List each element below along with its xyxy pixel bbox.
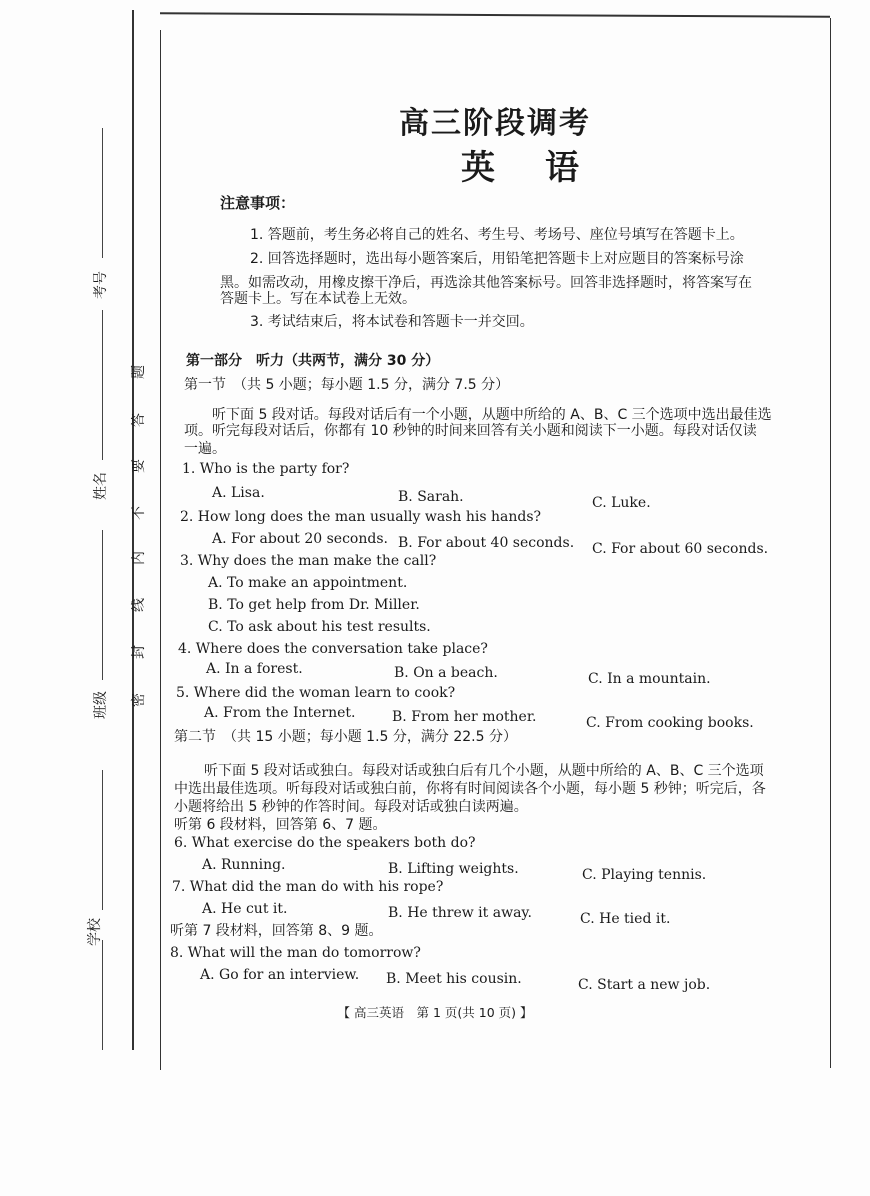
name-blank xyxy=(102,310,103,460)
option-b: B. On a beach. xyxy=(394,665,498,681)
option-b: B. From her mother. xyxy=(392,709,537,725)
note-item: 1. 答题前，考生务必将自己的姓名、考生号、考场号、座位号填写在答题卡上。 xyxy=(250,227,744,243)
section2-heading: 第二节 （共 15 小题；每小题 1.5 分，满分 22.5 分） xyxy=(174,729,517,745)
top-edge-line xyxy=(160,12,830,18)
school-blank xyxy=(102,770,103,910)
seal-char-da: 答 xyxy=(131,413,147,427)
option-c: C. Playing tennis. xyxy=(582,867,707,883)
name-label: 姓名 xyxy=(93,472,109,500)
option-a: A. Go for an interview. xyxy=(200,967,360,983)
note-item: 3. 考试结束后，将本试卷和答题卡一并交回。 xyxy=(250,314,534,330)
section1-instruction: 一遍。 xyxy=(184,441,226,457)
option-c: C. Start a new job. xyxy=(578,977,711,993)
question-stem: 1. Who is the party for? xyxy=(182,461,350,477)
option-a: A. For about 20 seconds. xyxy=(212,531,388,547)
section1-heading: 第一节 （共 5 小题；每小题 1.5 分，满分 7.5 分） xyxy=(184,377,510,393)
binding-line-outer xyxy=(132,10,134,1050)
notes-heading: 注意事项： xyxy=(220,194,296,212)
note-item: 答题卡上。写在本试卷上无效。 xyxy=(220,291,416,307)
option-a: A. To make an appointment. xyxy=(208,575,408,591)
bottom-blank xyxy=(102,940,103,1050)
question-stem: 6. What exercise do the speakers both do? xyxy=(174,835,476,851)
section1-instruction: 听下面 5 段对话。每段对话后有一个小题，从题中所给的 A、B、C 三个选项中选出最佳选 xyxy=(212,407,772,423)
section2-instruction: 听下面 5 段对话或独白。每段对话或独白后有几个小题，从题中所给的 A、B、C 三个选项 xyxy=(204,763,764,779)
exam-title: 高三阶段调考 xyxy=(399,106,591,141)
option-c: C. He tied it. xyxy=(580,911,671,927)
exam-number-blank xyxy=(102,128,103,258)
option-c: C. Luke. xyxy=(592,495,651,511)
page-footer: 【 高三英语 第 1 页(共 10 页) 】 xyxy=(337,1005,533,1020)
seal-char-yao: 要 xyxy=(131,459,147,473)
option-a: A. In a forest. xyxy=(206,661,303,677)
exam-number-label: 考号 xyxy=(93,271,109,299)
question-stem: 5. Where did the woman learn to cook? xyxy=(176,685,456,701)
seal-char-ti: 题 xyxy=(131,365,147,379)
note-item: 2. 回答选择题时，选出每小题答案后，用铅笔把答题卡上对应题目的答案标号涂 xyxy=(250,251,744,267)
option-b: B. For about 40 seconds. xyxy=(398,535,575,551)
question-stem: 4. Where does the conversation take place? xyxy=(178,641,488,657)
option-b: B. Meet his cousin. xyxy=(386,971,522,987)
option-c: C. To ask about his test results. xyxy=(208,619,431,635)
question-stem: 3. Why does the man make the call? xyxy=(180,553,437,569)
option-a: A. Running. xyxy=(202,857,286,873)
option-c: C. From cooking books. xyxy=(586,715,754,731)
option-a: A. He cut it. xyxy=(202,901,288,917)
binding-line-inner xyxy=(160,30,161,1070)
section2-instruction: 中选出最佳选项。听每段对话或独白前，你将有时间阅读各个小题，每小题 5 秒钟；听完后，各 xyxy=(174,781,766,797)
option-b: B. He threw it away. xyxy=(388,905,532,921)
option-a: A. From the Internet. xyxy=(204,705,356,721)
class-label: 班级 xyxy=(93,691,109,719)
question-stem: 2. How long does the man usually wash his hands? xyxy=(180,509,542,525)
right-edge-line xyxy=(830,18,831,1068)
class-blank xyxy=(102,530,103,680)
option-b: B. Lifting weights. xyxy=(388,861,519,877)
section2-instruction: 小题将给出 5 秒钟的作答时间。每段对话或独白读两遍。 xyxy=(174,799,528,815)
question-stem: 8. What will the man do tomorrow? xyxy=(170,945,421,961)
seal-char-nei: 内 xyxy=(131,551,147,565)
seal-char-feng: 封 xyxy=(131,645,147,659)
option-b: B. Sarah. xyxy=(398,489,464,505)
option-b: B. To get help from Dr. Miller. xyxy=(208,597,420,613)
seal-char-xian: 线 xyxy=(131,598,147,612)
question-stem: 7. What did the man do with his rope? xyxy=(172,879,444,895)
subject-title: 英语 xyxy=(461,148,629,188)
material-note: 听第 6 段材料，回答第 6、7 题。 xyxy=(174,817,387,833)
option-a: A. Lisa. xyxy=(212,485,265,501)
option-c: C. For about 60 seconds. xyxy=(592,541,769,557)
seal-char-bu: 不 xyxy=(131,506,147,520)
option-c: C. In a mountain. xyxy=(588,671,711,687)
material-note: 听第 7 段材料，回答第 8、9 题。 xyxy=(170,923,383,939)
seal-char-mi: 密 xyxy=(131,693,147,707)
note-item: 黑。如需改动，用橡皮擦干净后，再选涂其他答案标号。回答非选择题时，将答案写在 xyxy=(220,275,752,291)
part1-heading: 第一部分 听力（共两节，满分 30 分） xyxy=(186,353,440,369)
section1-instruction: 项。听完每段对话后，你都有 10 秒钟的时间来回答有关小题和阅读下一小题。每段对话仅读 xyxy=(184,423,757,439)
school-label: 学校 xyxy=(87,918,103,946)
